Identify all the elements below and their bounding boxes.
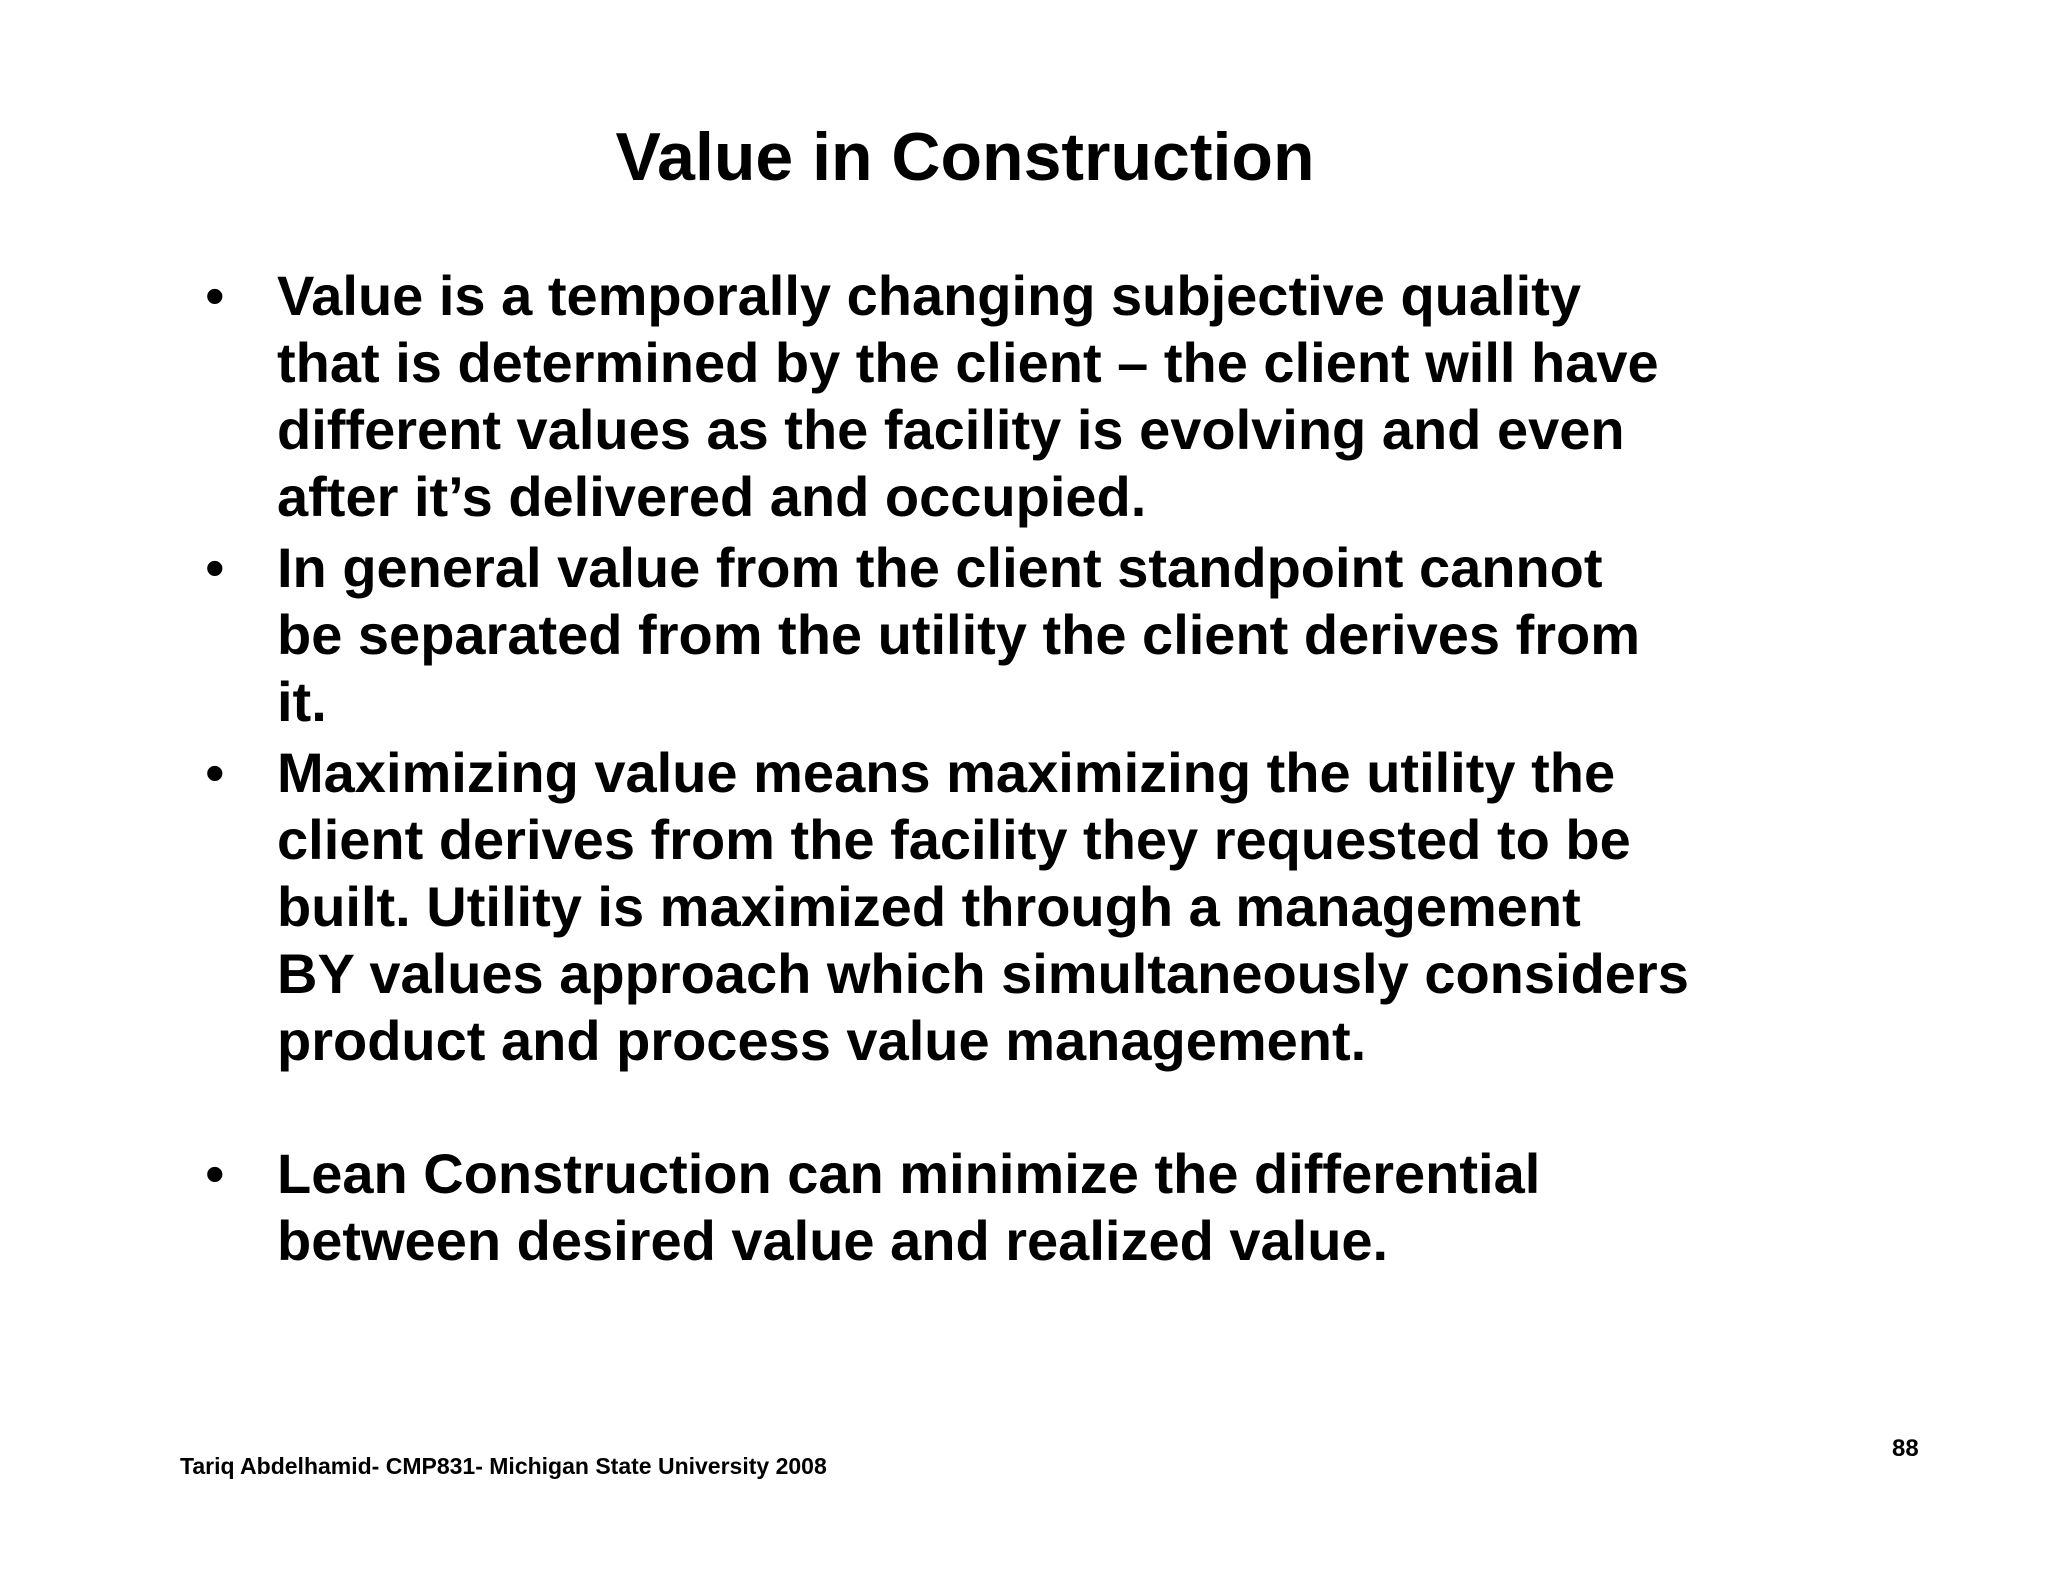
bullet-item	[205, 262, 1905, 530]
bullet-item	[205, 739, 1905, 1074]
bullet-marker-icon: •	[205, 264, 225, 327]
bullet-text: Lean Construction can minimize the differential between desired value and realized value.	[277, 1142, 1541, 1272]
page-number: 88	[1892, 1435, 1919, 1462]
bullet-marker-icon: •	[205, 1142, 225, 1205]
bullet-marker-icon: •	[205, 741, 225, 804]
bullet-item	[205, 1140, 1905, 1274]
bullet-text: In general value from the client standpoint cannot be separated from the utility the client derives from it.	[277, 536, 1641, 733]
footer-credit: Tariq Abdelhamid- CMP831- Michigan State University 2008	[180, 1453, 827, 1479]
bullet-list	[205, 262, 1905, 1278]
bullet-text: Maximizing value means maximizing the utility the client derives from the facility they requested to be built. Utility is maximized through a management BY values approach which simultaneously considers product and process value management.	[277, 741, 1689, 1072]
slide-title: Value in Construction	[615, 119, 1315, 195]
bullet-text: Value is a temporally changing subjective quality that is determined by the client – the client will have different values as the facility is evolving and even after it’s delivered and occupied.	[277, 264, 1659, 528]
bullet-marker-icon: •	[205, 536, 225, 599]
bullet-item	[205, 534, 1905, 735]
